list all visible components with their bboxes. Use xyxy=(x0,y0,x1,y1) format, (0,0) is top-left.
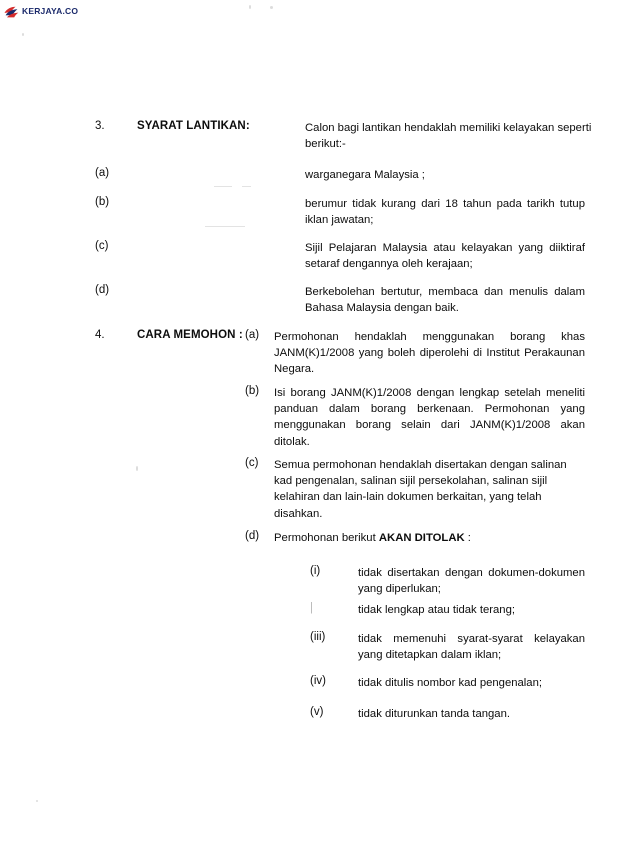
item-text: Sijil Pelajaran Malaysia atau kelayakan yang diiktiraf setaraf dengannya oleh kerajaan; xyxy=(305,242,585,271)
section-3-title: SYARAT LANTIKAN: xyxy=(137,120,250,132)
section-3-heading-row xyxy=(95,120,592,151)
item-text: tidak disertakan dengan dokumen-dokumen yang diperlukan; xyxy=(358,567,585,596)
item-marker: (a) xyxy=(95,167,110,179)
item-marker: (c) xyxy=(245,457,259,469)
section-3-item-b xyxy=(95,196,585,228)
rejection-item-v xyxy=(310,706,585,722)
item-text: berumur tidak kurang dari 18 tahun pada tarikh tutup iklan jawatan; xyxy=(305,198,585,227)
item-text: tidak memenuhi syarat-syarat kelayakan yang ditetapkan dalam iklan; xyxy=(358,633,585,662)
section-3-item-d xyxy=(95,284,585,316)
rejection-item-ii xyxy=(310,602,585,618)
item-marker: (iv) xyxy=(310,675,326,687)
item-text: Isi borang JANM(K)1/2008 dengan lengkap setelah meneliti panduan dalam borang berkenaan. Permohonan yang menggunakan borang selain dari JANM(K)1/2008 akan ditolak. xyxy=(274,387,585,448)
rejection-item-i xyxy=(310,565,585,597)
item-text-before: Permohonan berikut xyxy=(274,532,379,544)
watermark-brand-label: KERJAYA.CO xyxy=(22,6,79,16)
item-marker: (d) xyxy=(245,530,260,542)
item-marker: (b) xyxy=(95,196,110,208)
item-marker: (d) xyxy=(95,284,110,296)
item-marker: (v) xyxy=(310,706,324,718)
item-text-emphasis: AKAN DITOLAK xyxy=(378,532,465,544)
item-text: tidak lengkap atau tidak terang; xyxy=(358,604,516,616)
item-marker: (i) xyxy=(310,565,321,577)
section-4-item-d xyxy=(245,530,585,546)
section-4-item-a xyxy=(245,329,585,378)
rejection-item-iv xyxy=(310,675,585,691)
section-4-title: CARA MEMOHON : xyxy=(137,329,243,341)
item-text: tidak ditulis nombor kad pengenalan; xyxy=(358,677,543,689)
item-text-after: : xyxy=(464,532,471,544)
section-3-item-c xyxy=(95,240,585,272)
section-4-item-c xyxy=(245,457,585,522)
item-text: Permohonan hendaklah menggunakan borang khas JANM(K)1/2008 yang boleh diperolehi di Institut Perakaunan Negara. xyxy=(274,331,585,376)
item-marker: (iii) xyxy=(310,631,326,643)
item-text: Semua permohonan hendaklah disertakan dengan salinan kad pengenalan, salinan sijil persekolahan, salinan sijil kelahiran dan lain-lain dokumen berkaitan, yang telah disahkan. xyxy=(274,459,567,520)
section-3-number: 3. xyxy=(95,120,105,132)
item-text: warganegara Malaysia ; xyxy=(305,169,425,181)
section-3-intro: Calon bagi lantikan hendaklah memiliki kelayakan seperti berikut:- xyxy=(305,122,592,151)
item-text: tidak diturunkan tanda tangan. xyxy=(358,708,510,720)
item-marker: | xyxy=(310,602,313,614)
rejection-item-iii xyxy=(310,631,585,663)
item-marker: (a) xyxy=(245,329,260,341)
item-text: Berkebolehan bertutur, membaca dan menulis dalam Bahasa Malaysia dengan baik. xyxy=(305,286,585,315)
section-4-item-b xyxy=(245,385,585,450)
item-text xyxy=(274,530,585,546)
item-marker: (c) xyxy=(95,240,109,252)
item-marker: (b) xyxy=(245,385,260,397)
section-4-number: 4. xyxy=(95,329,105,341)
section-3-item-a xyxy=(95,167,585,183)
